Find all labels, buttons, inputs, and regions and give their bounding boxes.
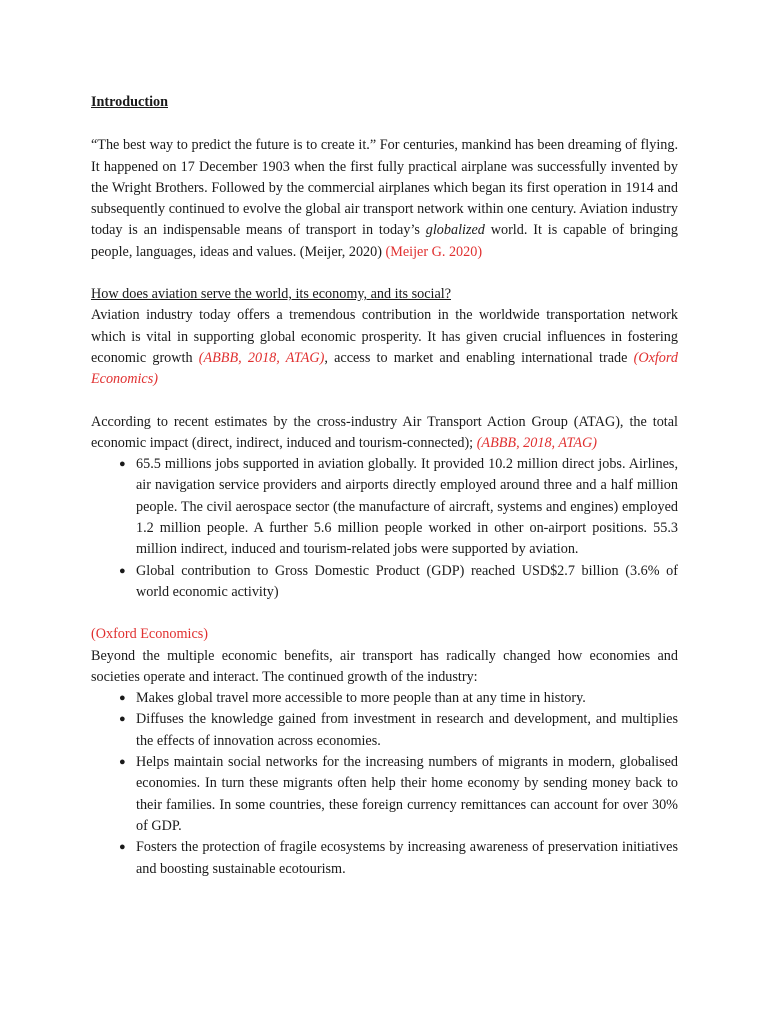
bullet-icon: ● [119, 692, 126, 705]
list-item [91, 454, 678, 560]
list-item-text: Diffuses the knowledge gained from investment in research and development, and multiplies the effects of innovation across economies. [136, 711, 678, 749]
bullet-icon: ● [119, 713, 126, 726]
section-citation: (Oxford Economics) [91, 626, 209, 643]
spacer [91, 391, 678, 412]
para2-citation-1: (ABBB, 2018, ATAG) [198, 349, 325, 366]
question-heading: How does aviation serve the world, its economy, and its social? [91, 286, 451, 303]
intro-italic-word: globalized [425, 222, 485, 239]
list-item-text: 65.5 millions jobs supported in aviation globally. It provided 10.2 million direct jobs. Airlines, air navigation service providers and airports directly employed around three and a half million people. The civil aerospace sector (the manufacture of aircraft, systems and engines) employed 1.2 million people. A further 5.6 million people worked in other on-airport positions. 55.3 million indirect, induced and tourism-related jobs were supported by aviation. [136, 456, 678, 558]
list-item [91, 837, 678, 880]
para2-text-1: Aviation industry today offers a tremendous contribution in the worldwide transportation network which is vital in supporting global economic prosperity. It has given crucial influences in fostering economic growth [91, 307, 678, 366]
list-item [91, 561, 678, 604]
list-item [91, 688, 678, 709]
bullet-icon: ● [119, 458, 126, 471]
list-item [91, 752, 678, 837]
spacer [91, 603, 678, 624]
contribution-paragraph [91, 305, 678, 390]
list-item-text: Makes global travel more accessible to more people than at any time in history. [136, 690, 586, 707]
para3-citation: (ABBB, 2018, ATAG) [476, 434, 597, 451]
para2-citation-2: (Oxford Economics) [91, 349, 678, 388]
para3-text: According to recent estimates by the cross-industry Air Transport Action Group (ATAG), the total economic impact (direct, indirect, induced and tourism-connected); [91, 413, 678, 451]
intro-paragraph [91, 135, 678, 263]
list-item-text: Global contribution to Gross Domestic Product (GDP) reached USD$2.7 billion (3.6% of world economic activity) [136, 562, 678, 600]
bullet-icon: ● [119, 841, 126, 854]
benefits-paragraph: Beyond the multiple economic benefits, air transport has radically changed how economies and societies operate and interact. The continued growth of the industry: [91, 647, 678, 685]
impact-bullet-list [91, 454, 678, 603]
spacer [91, 263, 678, 284]
bullet-icon: ● [119, 564, 126, 577]
intro-citation: (Meijer G. 2020) [385, 243, 483, 260]
estimates-paragraph [91, 412, 678, 455]
list-item [91, 709, 678, 752]
section-heading: Introduction [91, 94, 168, 110]
para2-text-2: , access to market and enabling international trade [324, 349, 634, 366]
bullet-icon: ● [119, 756, 126, 769]
benefits-bullet-list [91, 688, 678, 880]
list-item-text: Helps maintain social networks for the increasing numbers of migrants in modern, globalised economies. In turn these migrants often help their home economy by sending money back to their families. In some countries, these foreign currency remittances can account for over 30% of GDP. [136, 754, 678, 834]
intro-text-1: “The best way to predict the future is to create it.” For centuries, mankind has been dreaming of flying. It happened on 17 December 1903 when the first fully practical airplane was successfully invented by the Wright Brothers. Followed by the commercial airplanes which began its first operation in 1914 and subsequently continued to evolve the global air transport network within one century. Aviation industry today is an indispensable means of transport in today’s [91, 137, 678, 239]
list-item-text: Fosters the protection of fragile ecosystems by increasing awareness of preservation initiatives and boosting sustainable ecotourism. [136, 839, 678, 877]
intro-text-2: world. It is capable of bringing people, languages, ideas and values. (Meijer, 2020) [91, 222, 678, 260]
